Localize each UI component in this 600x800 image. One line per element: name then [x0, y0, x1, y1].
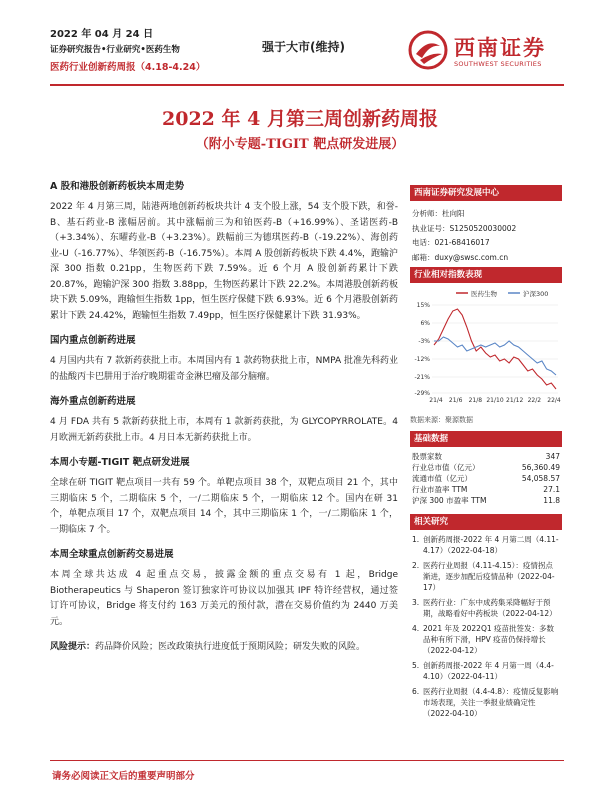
related-research-title: 创新药周报-2022 年 4 月第一周（4.4-4.10）（2022-04-11）: [423, 661, 554, 682]
related-research-title: 医药行业周报（4.11-4.15）：疫情拐点渐进，逐步加配后疫情品种（2022-04-17）: [423, 560, 555, 593]
y-tick-label: -21%: [414, 374, 430, 382]
series-line: [434, 337, 556, 375]
related-research-number: 5.: [412, 661, 420, 671]
section-tigit: [50, 456, 398, 538]
x-tick-label: 22/2: [527, 397, 542, 404]
y-tick-label: 6%: [420, 320, 430, 328]
basic-data-key: 行业市盈率 TTM: [412, 485, 468, 494]
related-research-number: 3.: [412, 598, 420, 608]
header-divider: [50, 84, 564, 86]
logo-mark-icon: [408, 30, 448, 70]
basic-data-row: [410, 484, 562, 495]
basic-data-value: 56,360.49: [521, 463, 560, 472]
related-research-item[interactable]: [412, 560, 560, 594]
related-research-title: 2021 年及 2022Q1 疫苗批签发：多数品种有所下滑，HPV 疫苗仍保持增长（2022-04-12）: [423, 623, 555, 656]
section-overseas: [50, 395, 398, 446]
report-subtitle: （附小专题-TIGIT 靶点研发进展）: [195, 137, 405, 152]
section-heading: 海外重点创新药进展: [50, 396, 136, 407]
related-research-number: 2.: [412, 560, 420, 570]
related-research-item[interactable]: [412, 660, 560, 682]
performance-chart-wrap: [410, 285, 562, 413]
related-research-number: 1.: [412, 535, 420, 544]
section-domestic: [50, 334, 398, 385]
related-research-title: 医药行业周报（4.4-4.8）：疫情反复影响市场表现，关注一季报业绩确定性（2022-04-10）: [423, 686, 559, 719]
basic-data-row: [410, 462, 562, 473]
basic-data-row: [410, 451, 562, 462]
related-research-number: 6.: [412, 686, 420, 696]
report-title: 2022 年 4 月第三周创新药周报: [162, 108, 438, 130]
logo-text-en: SOUTHWEST SECURITIES: [454, 60, 542, 68]
performance-header: 行业相对指数表现: [410, 267, 562, 283]
industry-rating: 强于大市(维持): [262, 40, 345, 54]
section-paragraph: 4 月 FDA 共有 5 款新药获批上市，本周有 1 款新药获批，为 GLYCOPYRROLATE。4 月欧洲无新药获批上市。4 月日本无新药获批上市。: [50, 417, 398, 443]
basic-data-value: 27.1: [543, 485, 560, 494]
section-deals: [50, 548, 398, 630]
analyst-name: 分析师：杜向阳: [412, 209, 465, 218]
report-series: 医药行业创新药周报（4.18-4.24）: [50, 62, 206, 73]
x-tick-label: 21/8: [468, 397, 483, 404]
section-paragraph: 全球在研 TIGIT 靶点项目一共有 59 个。单靶点项目 38 个，双靶点项目 21 个，其中三期临床 5 个，二期临床 5 个，一/二期临床 5 个，一期临床 12 个。国内在研 31 个，单靶点项目 17 个，双靶点项目 14 个，其中三期临床 1 个，一/二期临床 1 个，一期临床 7 个。: [50, 478, 398, 535]
footer-divider: [50, 760, 564, 761]
section-paragraph: 2022 年 4 月第三周，陆港两地创新药板块共计 4 支个股上涨，54 支个股下跌，和誉-B、基石药业-B 涨幅居前。其中涨幅前三为和铂医药-B（+16.99%）、圣诺医药-B（+3.34%）、东曜药业-B（+3.23%）。跌幅前三为德琪医药-B（-19.22%）、海创药业-U（-16.77%）、华领医药-B（-16.75%）。本周 A 股创新药板块下跌 4.4%，跑输沪深 300 指数 0.21pp，生物医药下跌 7.59%。近 6 个月 A 股创新药累计下跌 20.87%，跑输沪深 300 指数 3.88pp，生物医药累计下跌 22.2%。本周港股创新药板块下跌 5.09%，跑输恒生指数 1pp，恒生医疗保健下跌 6.93%。近 6 个月港股创新药累计下跌 24.42%，跑输恒生指数 7.49pp，恒生医疗保健累计下跌 31.93%。: [50, 202, 398, 321]
basic-data-row: [410, 473, 562, 484]
basic-data-table: [410, 447, 562, 506]
analyst-email[interactable]: 邮箱：duxy@swsc.com.cn: [412, 252, 509, 262]
logo-text-cn: 西南证券: [454, 35, 546, 60]
footer-disclaimer: 请务必阅读正文后的重要声明部分: [52, 771, 195, 782]
related-research-title: 创新药周报-2022 年 4 月第二周（4.11-4.17）（2022-04-18）: [423, 535, 559, 556]
related-research-number: 4.: [412, 623, 420, 633]
risk-label: 风险提示：: [50, 642, 96, 652]
header-meta: [50, 28, 250, 75]
section-heading: 本周小专题-TIGIT 靶点研发进展: [50, 457, 190, 468]
company-logo: [408, 28, 568, 78]
basic-data-value: 347: [545, 452, 560, 461]
chart-source: 数据来源：聚源数据: [410, 416, 473, 424]
basic-data-header: 基础数据: [410, 431, 562, 447]
analyst-phone: 电话：021-68416017: [412, 238, 490, 247]
x-tick-label: 21/10: [486, 397, 504, 404]
section-heading: A 股和港股创新药板块本周走势: [50, 181, 185, 192]
basic-data-key: 股票家数: [412, 452, 442, 461]
section-heading: 国内重点创新药进展: [50, 335, 136, 346]
report-type: 证券研究报告•行业研究•医药生物: [50, 45, 180, 55]
related-research-item[interactable]: [412, 623, 560, 657]
y-tick-label: 15%: [416, 302, 430, 310]
y-tick-label: -29%: [414, 390, 430, 398]
section-heading: 本周全球重点创新药交易进展: [50, 549, 174, 560]
basic-data-key: 沪深 300 市盈率 TTM: [412, 496, 487, 505]
related-research-item[interactable]: [412, 686, 560, 720]
risk-text: 药品降价风险；医改政策执行进度低于预期风险；研发失败的风险。: [95, 642, 366, 652]
section-paragraph: 本周全球共达成 4 起重点交易，披露金额的重点交易有 1 起，Bridge Biotherapeutics 与 Shaperon 签订独家许可协议以加强其 IPF 特许经营权，通过签订许可协议，Bridge 将支付约 163 万美元的预付款，潜在交易价值约为 2440 万美元。: [50, 570, 398, 627]
basic-data-value: 11.8: [543, 496, 560, 505]
related-research-item[interactable]: [412, 597, 560, 619]
team-header: 西南证券研究发展中心: [410, 185, 562, 201]
related-research-item[interactable]: [412, 534, 560, 556]
related-research-list: [410, 530, 562, 720]
sidebar: [410, 185, 562, 723]
basic-data-key: 流通市值（亿元）: [412, 474, 472, 483]
basic-data-value: 54,058.57: [521, 474, 560, 483]
section-weekly-trend: [50, 180, 398, 324]
x-tick-label: 21/12: [506, 397, 524, 404]
y-tick-label: -3%: [418, 338, 430, 346]
related-research-header: 相关研究: [410, 514, 562, 530]
analyst-license: 执业证号：S1250520030002: [412, 223, 517, 233]
legend-label: 医药生物: [471, 290, 497, 298]
basic-data-row: [410, 495, 562, 506]
section-paragraph: 4 月国内共有 7 款新药获批上市。本周国内有 1 款药物获批上市，NMPA 批准先科药业的盐酸丙卡巴肼用于治疗晚期霍奇金淋巴瘤及部分脑瘤。: [50, 356, 398, 382]
x-tick-label: 21/4: [429, 397, 443, 404]
main-content: [50, 180, 398, 655]
performance-chart: [410, 285, 562, 413]
x-tick-label: 21/6: [448, 397, 463, 404]
x-tick-label: 22/4: [547, 397, 561, 404]
y-tick-label: -12%: [414, 356, 430, 364]
legend-label: 沪深300: [523, 290, 549, 298]
basic-data-key: 行业总市值（亿元）: [412, 463, 480, 472]
risk-warning: [50, 640, 398, 655]
analyst-info: [410, 201, 562, 267]
report-date: 2022 年 04 月 24 日: [50, 29, 154, 40]
related-research-title: 医药行业：广东中成药集采降幅好于预期，战略看好中药板块（2022-04-12）: [423, 598, 557, 619]
